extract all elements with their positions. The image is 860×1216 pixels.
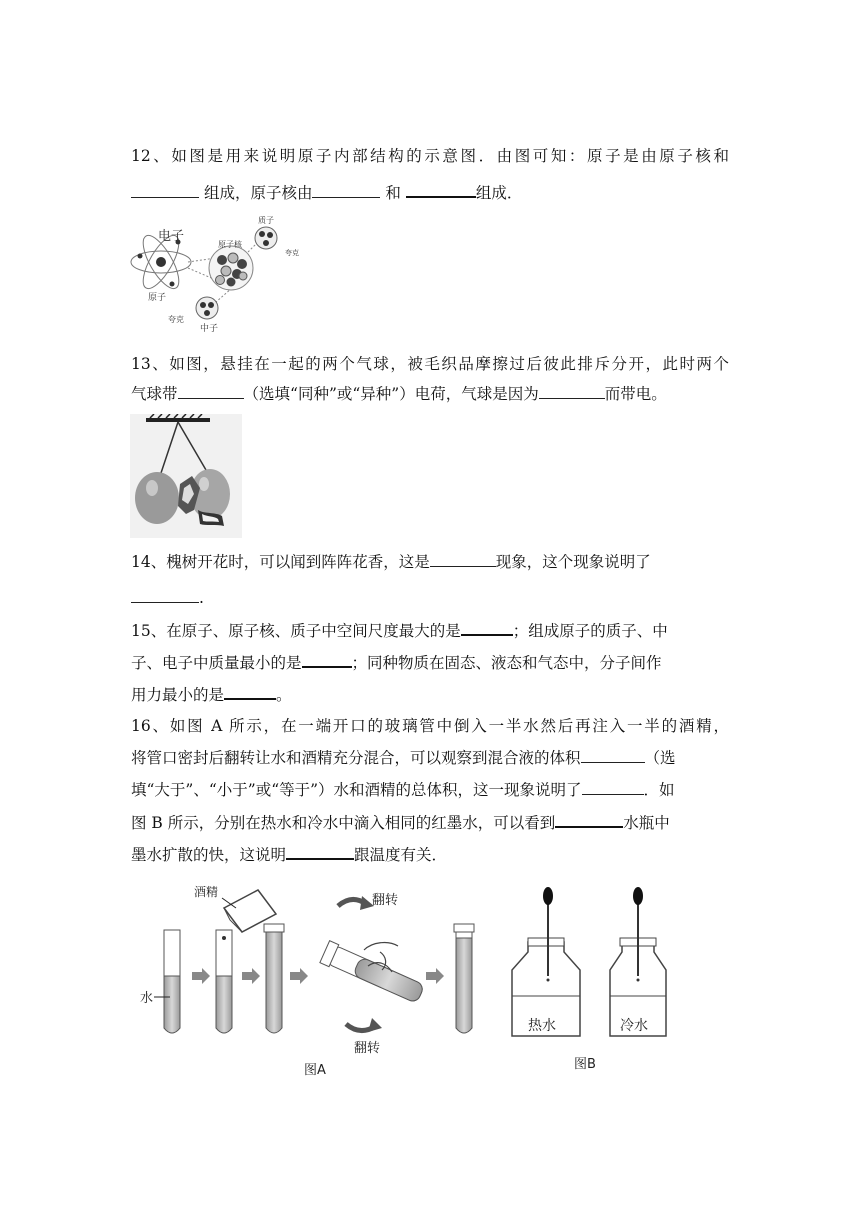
- q12-blank-2[interactable]: [312, 183, 380, 198]
- atom-nucleus-dot: [156, 257, 166, 267]
- q14-blank-2[interactable]: [131, 588, 199, 603]
- q13-text-seg1: 气球带: [131, 385, 178, 403]
- q16-blank-2[interactable]: [582, 780, 644, 795]
- label-quark-2: 夸克: [285, 249, 299, 257]
- arrow-3: [290, 968, 308, 984]
- mixing-diffusion-figure: [130, 880, 690, 1080]
- tube-full: [264, 924, 284, 1033]
- q13-line2: [131, 384, 667, 404]
- q12-blank-1[interactable]: [131, 183, 199, 198]
- q14-blank-1[interactable]: [430, 552, 496, 567]
- q16-text-seg6: 水瓶中: [623, 814, 670, 832]
- q15-text-seg3: 子、电子中质量最小的是: [131, 654, 302, 672]
- q13-line1: 13、如图，悬挂在一起的两个气球，被毛织品摩擦过后彼此排斥分开，此时两个: [131, 355, 729, 373]
- q15-text-seg4: ；同种物质在固态、液态和气态中，分子间作: [351, 654, 662, 672]
- q13-text-seg3: 而带电。: [604, 385, 667, 403]
- q14-line1: [131, 552, 651, 572]
- tube-pouring: [216, 930, 232, 1033]
- q12-line1: 12、如图是用来说明原子内部结构的示意图．由图可知：原子是由原子核和: [131, 147, 729, 165]
- label-water: 水: [140, 991, 154, 1006]
- q13-blank-1[interactable]: [178, 384, 244, 399]
- q16-line1: 16、如图 A 所示，在一端开口的玻璃管中倒入一半水然后再注入一半的酒精，: [131, 717, 729, 735]
- q12-blank-3[interactable]: [406, 182, 476, 198]
- q15-blank-2[interactable]: [302, 652, 352, 668]
- balloon-left: [135, 472, 179, 524]
- label-electron: 电子: [158, 229, 185, 244]
- q13-text-seg2: （选填“同种”或“异种”）电荷，气球是因为: [243, 385, 539, 403]
- q15-text-seg6: 。: [276, 686, 292, 704]
- tube-water: [164, 930, 180, 1033]
- neutron-diagram: [196, 297, 218, 319]
- q15-text-seg5: 用力最小的是: [131, 686, 225, 704]
- q15-text-seg2: ；组成原子的质子、中: [512, 622, 668, 640]
- label-proton: 质子: [258, 216, 274, 225]
- proton-diagram: [255, 227, 277, 249]
- arrow-2: [242, 968, 260, 984]
- q12-text-seg1: 组成，原子核由: [203, 184, 313, 202]
- q15-line3: [131, 684, 292, 705]
- q14-text-seg2: 现象，这个现象说明了: [495, 553, 651, 571]
- q12-text-seg3: 组成．: [475, 184, 523, 202]
- arrow-4: [426, 968, 444, 984]
- nucleus-diagram: [209, 246, 253, 290]
- q16-text-seg7: 墨水扩散的快，这说明: [131, 846, 287, 864]
- label-flip-bottom: 翻转: [354, 1041, 381, 1056]
- label-nucleus: 原子核: [218, 240, 242, 249]
- q15-line1: [131, 620, 668, 641]
- tube-tilted: [320, 941, 426, 1006]
- label-figB: 图B: [574, 1057, 596, 1072]
- q16-blank-1[interactable]: [581, 748, 645, 763]
- label-quark-1: 夸克: [168, 315, 184, 324]
- q16-line3: [131, 780, 675, 800]
- tube-mixed: [454, 924, 474, 1033]
- bottle-hot-water: [512, 887, 580, 1036]
- q14-text-seg3: .: [199, 589, 204, 607]
- q16-blank-3[interactable]: [555, 812, 623, 828]
- label-neutron: 中子: [200, 324, 219, 334]
- q16-text-seg4: ．如: [643, 781, 675, 799]
- q14-line2: [131, 588, 204, 608]
- label-hot-water: 热水: [528, 1018, 556, 1034]
- q16-blank-4[interactable]: [286, 844, 354, 860]
- label-atom: 原子: [148, 293, 167, 303]
- q16-text-seg1: 将管口密封后翻转让水和酒精充分混合，可以观察到混合液的体积: [131, 749, 581, 767]
- label-flip-top: 翻转: [372, 893, 399, 908]
- bottle-cold-water: [610, 887, 666, 1036]
- q15-blank-3[interactable]: [224, 684, 276, 700]
- q16-line2: [131, 748, 676, 768]
- q12-line2: [131, 182, 522, 203]
- q16-line4: [131, 812, 670, 833]
- q15-line2: [131, 652, 662, 673]
- atom-structure-figure: [128, 210, 304, 334]
- arrow-1: [192, 968, 210, 984]
- label-figA: 图A: [304, 1063, 326, 1078]
- q16-text-seg8: 跟温度有关．: [354, 846, 448, 864]
- q16-text-seg2: （选: [644, 749, 676, 767]
- q14-text-seg1: 14、槐树开花时，可以闻到阵阵花香，这是: [131, 553, 430, 571]
- label-cold-water: 冷水: [620, 1018, 648, 1034]
- q15-text-seg1: 15、在原子、原子核、质子中空间尺度最大的是: [131, 622, 461, 640]
- q12-text-seg2: 和: [385, 184, 401, 202]
- q16-text-seg3: 填“大于”、“小于”或“等于”）水和酒精的总体积，这一现象说明了: [131, 781, 582, 799]
- q16-line5: [131, 844, 447, 865]
- label-alcohol: 酒精: [194, 885, 219, 899]
- q16-text-seg5: 图 B 所示，分别在热水和冷水中滴入相同的红墨水，可以看到: [131, 814, 556, 832]
- q15-blank-1[interactable]: [461, 620, 513, 636]
- q13-blank-2[interactable]: [539, 384, 605, 399]
- balloons-figure: [130, 414, 242, 538]
